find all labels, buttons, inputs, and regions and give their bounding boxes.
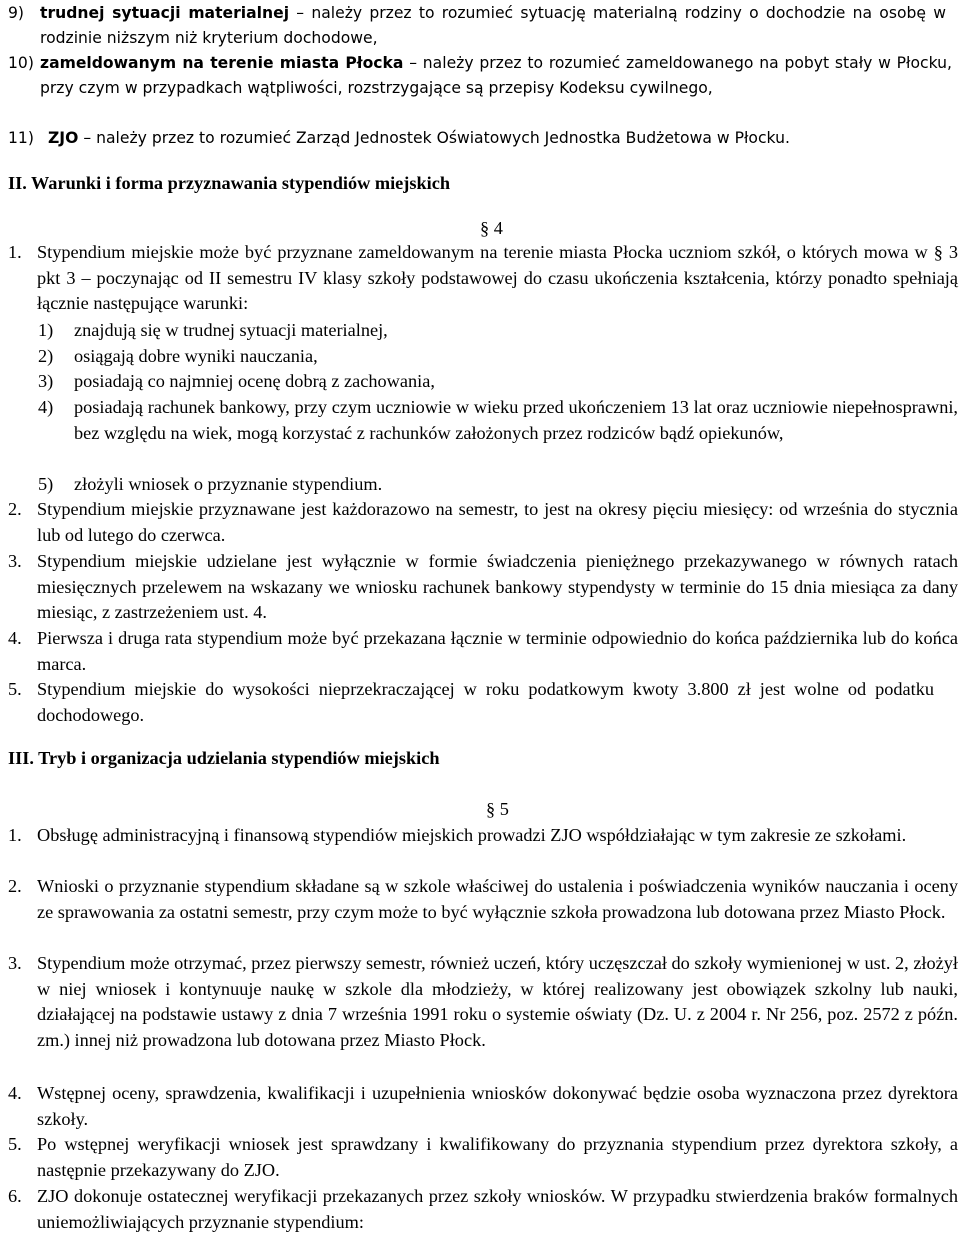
list-item bbox=[8, 874, 958, 925]
item-text: Pierwsza i druga rata stypendium może być przekazana łącznie w terminie odpowiednio do końca października lub do końca marca. bbox=[37, 628, 958, 674]
item-number: 5. bbox=[8, 1134, 22, 1154]
list-item bbox=[8, 549, 958, 626]
sub-item-text: złożyli wniosek o przyznanie stypendium. bbox=[74, 474, 383, 494]
definition-number: 10) bbox=[8, 54, 34, 72]
list-item bbox=[8, 626, 958, 677]
definition-text bbox=[40, 51, 952, 101]
item-number: 4. bbox=[8, 628, 22, 648]
sub-item-number: 1) bbox=[38, 320, 54, 340]
list-item bbox=[8, 497, 958, 548]
definition-item bbox=[8, 51, 952, 101]
list-item bbox=[8, 823, 958, 849]
definition-body: – należy przez to rozumieć Zarząd Jednostek Oświatowych Jednostka Budżetowa w Płocku. bbox=[78, 129, 790, 147]
item-number: 2. bbox=[8, 499, 22, 519]
item-text: Wnioski o przyznanie stypendium składane są w szkole właściwej do ustalenia i poświadczenia wyników nauczania i oceny ze sprawowania za ostatni semestr, przy czym może to być wyłącznie szkoła prowadzona lub dotowana przez Miasto Płock. bbox=[37, 876, 958, 922]
list-item bbox=[8, 677, 934, 728]
sub-item-text: posiadają rachunek bankowy, przy czym uczniowie w wieku przed ukończeniem 13 lat oraz uczniowie niepełnosprawni, bez względu na wiek, mogą korzystać z rachunków założonych przez rodziców bądź opiekunów, bbox=[74, 397, 958, 443]
sub-item-text: znajdują się w trudnej sytuacji materialnej, bbox=[74, 320, 388, 340]
item-text: Po wstępnej weryfikacji wniosek jest sprawdzany i kwalifikowany do przyznania stypendium przez dyrektora szkoły, a następnie przekazywany do ZJO. bbox=[37, 1134, 958, 1180]
sub-list-item bbox=[38, 344, 958, 370]
definition-item bbox=[8, 1, 946, 51]
item-text: Stypendium miejskie udzielane jest wyłącznie w formie świadczenia pieniężnego przekazywanego w równych ratach miesięcznych przelewem na wskazany we wniosku rachunek bankowy stypendysty w terminie do 15 dnia miesiąca za dany miesiąc, z zastrzeżeniem ust. 4. bbox=[37, 551, 958, 623]
sub-item-number: 5) bbox=[38, 474, 54, 494]
sub-list-item bbox=[38, 318, 958, 344]
item-number: 4. bbox=[8, 1083, 22, 1103]
sub-list-item bbox=[38, 395, 958, 446]
definition-text bbox=[40, 1, 946, 51]
item-text: Stypendium może otrzymać, przez pierwszy semestr, również uczeń, który uczęszczał do szkoły wymienionej w ust. 2, złożył w niej wniosek i kontynuuje naukę w szkole dla młodzieży, w której realizowany jest obowiązek szkolny lub nauki, działającej na podstawie ustawy z dnia 7 września 1991 roku o systemie oświaty (Dz. U. z 2004 r. Nr 256, poz. 2572 z późn. zm.) innej niż prowadzona lub dotowana przez Miasto Płock. bbox=[37, 953, 958, 1050]
definition-item bbox=[8, 126, 952, 151]
definition-term: trudnej sytuacji materialnej bbox=[40, 4, 290, 22]
item-number: 3. bbox=[8, 551, 22, 571]
definition-number: 11) bbox=[8, 129, 34, 147]
list-item bbox=[8, 951, 958, 1053]
item-number: 5. bbox=[8, 679, 22, 699]
definition-term: ZJO bbox=[48, 129, 79, 147]
item-text: Stypendium miejskie może być przyznane zameldowanym na terenie miasta Płocka uczniom szkół, o których mowa w § 3 pkt 3 – poczynając od II semestru IV klasy szkoły podstawowej do czasu ukończenia kształcenia, którzy ponadto spełniają łącznie następujące warunki: bbox=[37, 242, 958, 314]
item-number: 3. bbox=[8, 953, 22, 973]
item-text: ZJO dokonuje ostatecznej weryfikacji przekazanych przez szkoły wniosków. W przypadku stwierdzenia braków formalnych uniemożliwiających przyznanie stypendium: bbox=[37, 1186, 958, 1232]
list-item bbox=[8, 240, 958, 317]
item-text: Obsługę administracyjną i finansową stypendiów miejskich prowadzi ZJO współdziałając w tym zakresie ze szkołami. bbox=[37, 825, 907, 845]
item-number: 1. bbox=[8, 242, 22, 262]
sub-item-number: 4) bbox=[38, 397, 54, 417]
sub-item-text: posiadają co najmniej ocenę dobrą z zachowania, bbox=[74, 371, 435, 391]
item-text: Wstępnej oceny, sprawdzenia, kwalifikacji i uzupełnienia wniosków dokonywać będzie osoba wyznaczona przez dyrektora szkoły. bbox=[37, 1083, 958, 1129]
list-item bbox=[8, 1132, 958, 1183]
definition-number: 9) bbox=[8, 4, 25, 22]
section-heading: II. Warunki i forma przyznawania stypendiów miejskich bbox=[8, 173, 451, 193]
item-text: Stypendium miejskie przyznawane jest każdorazowo na semestr, to jest na okresy pięciu miesięcy: od września do stycznia lub od lutego do czerwca. bbox=[37, 499, 958, 545]
list-item bbox=[8, 1081, 958, 1132]
definition-body: – należy przez to rozumieć sytuację materialną rodziny o dochodzie na osobę w rodzinie niższym niż kryterium dochodowe, bbox=[40, 4, 946, 47]
item-number: 1. bbox=[8, 825, 22, 845]
list-item bbox=[8, 1184, 958, 1235]
section-heading: III. Tryb i organizacja udzielania stypendiów miejskich bbox=[8, 748, 440, 768]
item-number: 2. bbox=[8, 876, 22, 896]
definition-term: zameldowanym na terenie miasta Płocka bbox=[40, 54, 404, 72]
sub-item-text: osiągają dobre wyniki nauczania, bbox=[74, 346, 318, 366]
definition-text bbox=[48, 126, 952, 151]
sub-list-item bbox=[38, 472, 958, 498]
sub-item-number: 3) bbox=[38, 371, 54, 391]
sub-list-item bbox=[38, 369, 958, 395]
sub-item-number: 2) bbox=[38, 346, 54, 366]
item-number: 6. bbox=[8, 1186, 22, 1206]
definition-body: – należy przez to rozumieć zameldowanego na pobyt stały w Płocku, przy czym w przypadkach wątpliwości, rozstrzygające są przepisy Kodeksu cywilnego, bbox=[40, 54, 952, 97]
paragraph-sign: § 4 bbox=[480, 218, 503, 238]
paragraph-sign: § 5 bbox=[486, 799, 509, 819]
item-text: Stypendium miejskie do wysokości nieprzekraczającej w roku podatkowym kwoty 3.800 zł jest wolne od podatku dochodowego. bbox=[37, 679, 934, 725]
